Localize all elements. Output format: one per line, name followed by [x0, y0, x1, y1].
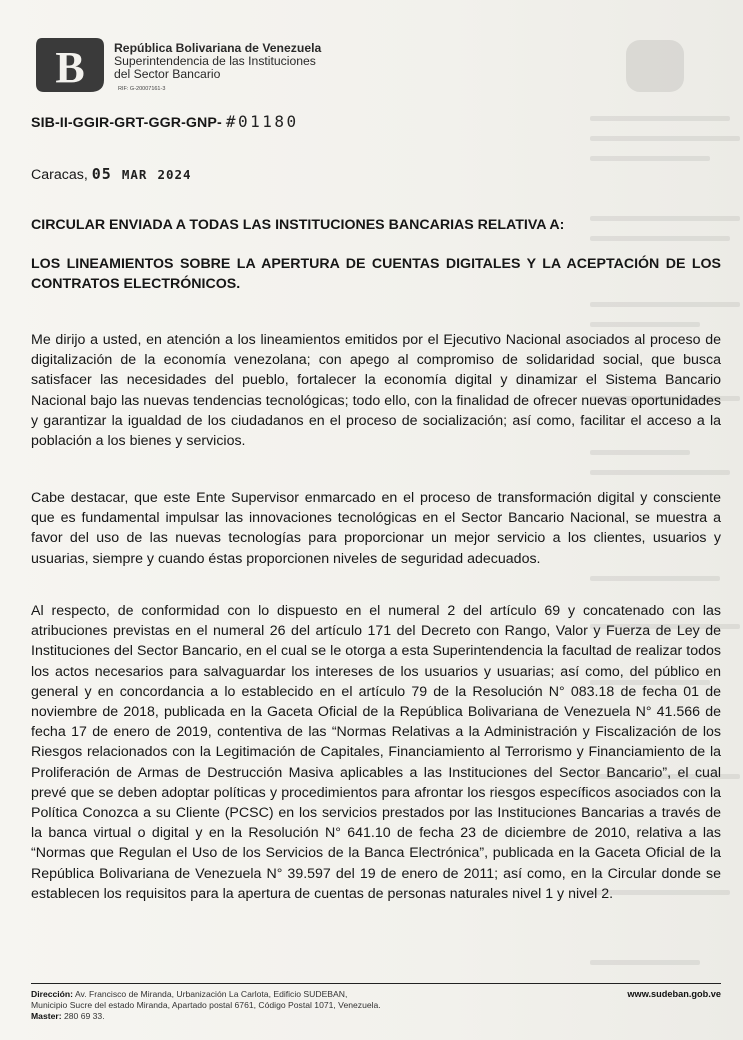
- footer-address-1: [31, 989, 721, 1000]
- circular-subject: LOS LINEAMIENTOS SOBRE LA APERTURA DE CUENTAS DIGITALES Y LA ACEPTACIÓN DE LOS CONTRATOS ELECTRÓNICOS.: [31, 256, 721, 292]
- body-paragraph-3: Al respecto, de conformidad con lo dispuesto en el numeral 2 del artículo 69 y concatenado con las atribuciones previstas en el numeral 26 del artículo 171 del Decreto con Rango, Valor y Fuerza de Ley de Instituciones del Sector Bancario, en el cual se le otorga a esta Superintendencia la facultad de realizar todos los actos necesarios para salvaguardar los intereses de los usuarios y usuarias; así como, del público en general y en concordancia a lo establecido en el artículo 79 de la Resolución N° 083.18 de fecha 01 de noviembre de 2018, publicada en la Gaceta Oficial de la República Bolivariana de Venezuela N° 41.566 de fecha 17 de enero de 2019, contentiva de las “Normas Relativas a la Administración y Fiscalización de los Riesgos relacionados con la Legitimación de Capitales, Financiamiento al Terrorismo y Financiamiento de la Proliferación de Armas de Destrucción Masiva aplicables a las Instituciones del Sector Bancario”, el cual prevé que se deben adoptar políticas y procedimientos para afrontar los riesgos específicos asociados con la Política Conozca a su Cliente (PCSC) en los servicios prestados por las Instituciones Bancarias a través de la banca virtual o digital y en la Resolución N° 641.10 de fecha 23 de diciembre de 2010, relativa a las “Normas que Regulan el Uso de los Servicios de la Banca Electrónica”, publicada en la Gaceta Oficial de la República Bolivariana de Venezuela N° 39.597 del 19 de enero de 2011; así como, en la Circular donde se establecen los requisitos para la apertura de cuentas de personas naturales nivel 1 y nivel 2.: [31, 603, 721, 902]
- reference-prefix: SIB-II-GGIR-GRT-GGR-GNP-: [31, 115, 222, 131]
- org-line-superintendency: Superintendencia de las Instituciones: [114, 54, 316, 68]
- footer-master: [31, 1011, 721, 1022]
- circular-heading: CIRCULAR ENVIADA A TODAS LAS INSTITUCIONES BANCARIAS RELATIVA A:: [31, 217, 565, 233]
- address-line-1: Av. Francisco de Miranda, Urbanización La Carlota, Edificio SUDEBAN,: [74, 989, 348, 999]
- rif-number: RIF: G-20007161-3: [118, 86, 166, 92]
- letterhead: [34, 36, 354, 96]
- master-value: 280 69 33.: [63, 1011, 105, 1021]
- document-reference: [31, 112, 299, 131]
- date-year: 2024: [157, 167, 192, 182]
- address-line-2: Municipio Sucre del estado Miranda, Apartado postal 6761, Código Postal 1071, Venezuela.: [31, 1000, 381, 1010]
- document-date: [31, 165, 192, 183]
- body-paragraph-2: Cabe destacar, que este Ente Supervisor enmarcado en el proceso de transformación digital y consciente que es fundamental impulsar las innovaciones tecnológicas en el Sector Bancario Nacional, se muestra a favor del uso de las nuevas tecnologías para proporcionar un mejor servicio a los clientes, usuarios y usuarias, siempre y cuando éstas proporcionen niveles de seguridad adecuados.: [31, 490, 721, 567]
- reference-number: #01180: [225, 112, 299, 131]
- footer: [31, 989, 721, 1022]
- master-label: Master:: [31, 1011, 62, 1021]
- org-line-republic: República Bolivariana de Venezuela: [114, 41, 322, 55]
- website-link[interactable]: www.sudeban.gob.ve: [627, 989, 721, 999]
- organization-name: [114, 42, 374, 81]
- sudeban-logo-icon: [34, 36, 106, 94]
- svg-text:B: B: [55, 43, 85, 92]
- org-line-sector: del Sector Bancario: [114, 67, 221, 81]
- date-stamp: [92, 165, 192, 183]
- address-label: Dirección:: [31, 989, 74, 999]
- date-day: 05: [91, 165, 112, 183]
- date-city: Caracas,: [31, 167, 88, 183]
- body-paragraph-1: Me dirijo a usted, en atención a los lineamientos emitidos por el Ejecutivo Nacional asociados al proceso de digitalización de la economía venezolana; con apego al compromiso de solidaridad social, que busca satisfacer las necesidades del pueblo, fortalecer la economía digital y dinamizar el Sistema Bancario Nacional bajo las nuevas tendencias tecnológicas; todo ello, con la finalidad de ofrecer nuevas oportunidades y garantizar la igualdad de los ciudadanos en el proceso de socialización; así como, facilitar el acceso a la población a los bienes y servicios.: [31, 332, 721, 450]
- footer-divider: [31, 983, 721, 984]
- date-month: MAR: [121, 167, 148, 182]
